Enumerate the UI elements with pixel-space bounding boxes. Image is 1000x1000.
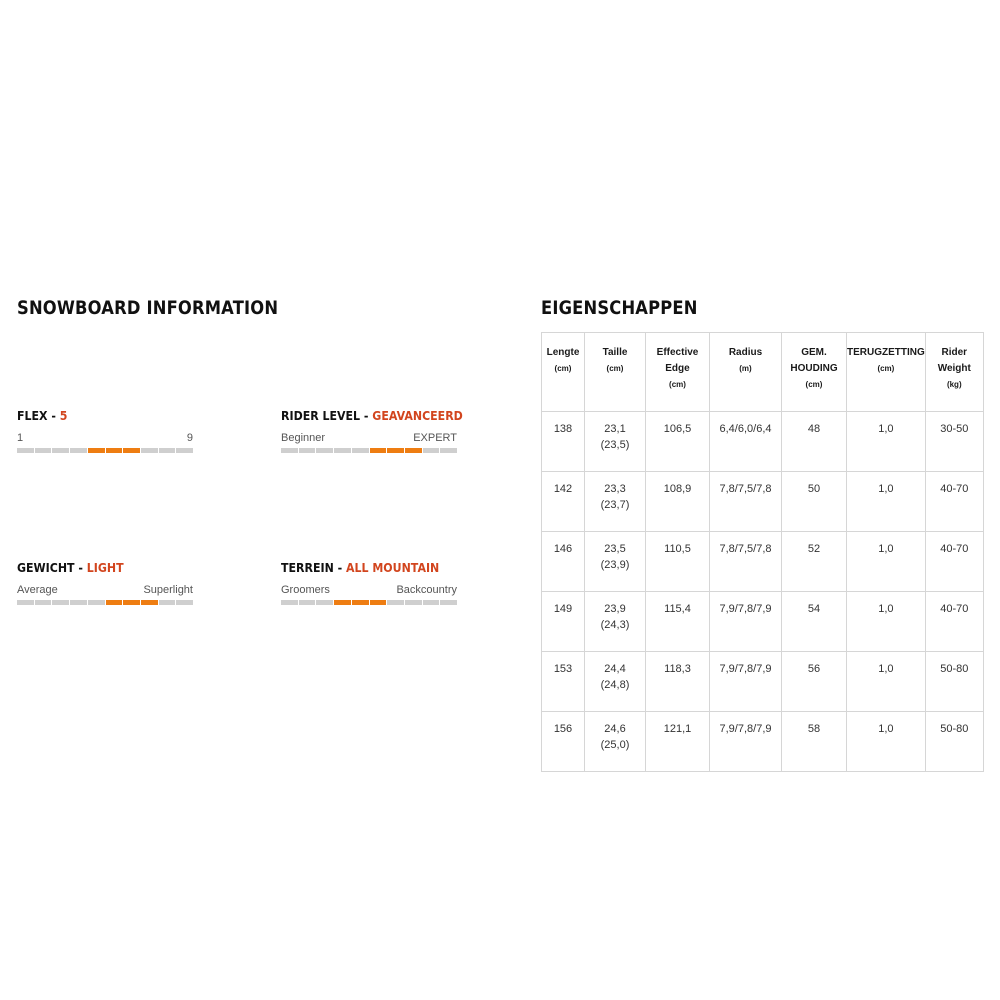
table-row xyxy=(542,712,984,772)
cell-radius: 6,4/6,0/6,4 xyxy=(710,412,782,472)
cell-lengte: 138 xyxy=(542,412,585,472)
header-radius-unit: (m) xyxy=(739,364,752,373)
header-terugzetting xyxy=(847,333,926,412)
header-gem-houding-name: GEM. HOUDING xyxy=(790,347,838,374)
rating-segment-filled xyxy=(370,448,387,453)
table-header-row xyxy=(542,333,984,412)
header-rider-weight xyxy=(925,333,983,412)
header-radius-name: Radius xyxy=(728,347,763,358)
cell-gem-houding: 48 xyxy=(782,412,847,472)
rider-level-label: RIDER LEVEL - xyxy=(281,408,373,423)
terrain-min-label: Groomers xyxy=(281,584,330,596)
rating-segment-empty xyxy=(440,600,457,605)
cell-terugzetting: 1,0 xyxy=(847,592,926,652)
rating-segment-filled xyxy=(405,448,422,453)
rating-segment-empty xyxy=(405,600,422,605)
header-lengte-name: Lengte xyxy=(546,347,580,358)
table-row xyxy=(542,412,984,472)
rider-level-rating-bar xyxy=(281,448,457,453)
cell-gem-houding: 50 xyxy=(782,472,847,532)
rating-segment-filled xyxy=(141,600,158,605)
rating-segment-empty xyxy=(52,600,69,605)
snowboard-information-title: SNOWBOARD INFORMATION xyxy=(17,297,279,319)
weight-label: GEWICHT - xyxy=(17,560,87,575)
cell-taille-value: 23,5 xyxy=(604,543,626,555)
cell-terugzetting: 1,0 xyxy=(847,712,926,772)
rating-segment-empty xyxy=(281,448,298,453)
cell-radius: 7,8/7,5/7,8 xyxy=(710,472,782,532)
rating-segment-empty xyxy=(387,600,404,605)
cell-lengte: 146 xyxy=(542,532,585,592)
terrain-max-label: Backcountry xyxy=(396,584,457,596)
cell-terugzetting: 1,0 xyxy=(847,412,926,472)
cell-taille-value: 23,3 xyxy=(604,483,626,495)
header-effective-edge-name: Effective Edge xyxy=(656,347,699,374)
cell-taille-value: 24,4 xyxy=(604,663,626,675)
cell-terugzetting: 1,0 xyxy=(847,472,926,532)
terrain-rating-title xyxy=(281,560,440,576)
header-radius xyxy=(710,333,782,412)
table-row xyxy=(542,532,984,592)
cell-rider-weight: 40-70 xyxy=(925,592,983,652)
rating-segment-empty xyxy=(176,600,193,605)
rating-segment-empty xyxy=(423,600,440,605)
rating-segment-filled xyxy=(123,600,140,605)
terrain-label: TERREIN - xyxy=(281,560,346,575)
terrain-rating xyxy=(281,560,457,605)
cell-effective-edge: 110,5 xyxy=(646,532,710,592)
rating-segment-empty xyxy=(334,448,351,453)
flex-max-label: 9 xyxy=(186,432,193,444)
weight-rating-bar xyxy=(17,600,193,605)
rating-segment-empty xyxy=(88,600,105,605)
rating-segment-empty xyxy=(141,448,158,453)
cell-effective-edge: 118,3 xyxy=(646,652,710,712)
flex-rating xyxy=(17,408,193,453)
rating-segment-empty xyxy=(70,448,87,453)
cell-radius: 7,8/7,5/7,8 xyxy=(710,532,782,592)
cell-taille xyxy=(585,652,646,712)
cell-lengte: 156 xyxy=(542,712,585,772)
cell-taille xyxy=(585,592,646,652)
header-taille xyxy=(585,333,646,412)
cell-radius: 7,9/7,8/7,9 xyxy=(710,712,782,772)
flex-label: FLEX - xyxy=(17,408,60,423)
rating-segment-empty xyxy=(299,600,316,605)
rating-segment-filled xyxy=(387,448,404,453)
rating-segment-empty xyxy=(316,600,333,605)
cell-taille xyxy=(585,532,646,592)
header-gem-houding-unit: (cm) xyxy=(805,380,823,389)
rider-level-value: GEAVANCEERD xyxy=(372,408,463,423)
rating-segment-empty xyxy=(316,448,333,453)
cell-taille-alt: (24,8) xyxy=(600,679,630,691)
cell-lengte: 153 xyxy=(542,652,585,712)
header-lengte-unit: (cm) xyxy=(554,364,572,373)
cell-taille-alt: (23,7) xyxy=(600,499,630,511)
rating-segment-filled xyxy=(334,600,351,605)
rating-segment-empty xyxy=(17,600,34,605)
cell-taille xyxy=(585,472,646,532)
terrain-rating-bar xyxy=(281,600,457,605)
rating-segment-filled xyxy=(106,448,123,453)
flex-min-label: 1 xyxy=(17,432,24,444)
cell-radius: 7,9/7,8/7,9 xyxy=(710,592,782,652)
rating-segment-empty xyxy=(440,448,457,453)
weight-min-label: Average xyxy=(17,584,58,596)
cell-gem-houding: 54 xyxy=(782,592,847,652)
table-row xyxy=(542,652,984,712)
rating-segment-empty xyxy=(35,600,52,605)
header-terugzetting-unit: (cm) xyxy=(877,364,895,373)
rating-segment-empty xyxy=(17,448,34,453)
rating-segment-empty xyxy=(176,448,193,453)
header-gem-houding xyxy=(782,333,847,412)
specifications-table xyxy=(541,332,984,772)
header-taille-unit: (cm) xyxy=(606,364,624,373)
cell-effective-edge: 106,5 xyxy=(646,412,710,472)
header-terugzetting-name: TERUGZETTING xyxy=(847,347,925,358)
rating-segment-empty xyxy=(299,448,316,453)
cell-effective-edge: 108,9 xyxy=(646,472,710,532)
rating-segment-empty xyxy=(281,600,298,605)
cell-rider-weight: 30-50 xyxy=(925,412,983,472)
cell-gem-houding: 58 xyxy=(782,712,847,772)
header-taille-name: Taille xyxy=(602,347,628,358)
rider-level-rating xyxy=(281,408,463,453)
rider-level-rating-title xyxy=(281,408,463,424)
header-lengte xyxy=(542,333,585,412)
header-effective-edge-unit: (cm) xyxy=(669,380,686,389)
table-row xyxy=(542,592,984,652)
rating-segment-empty xyxy=(70,600,87,605)
rating-segment-filled xyxy=(123,448,140,453)
cell-effective-edge: 115,4 xyxy=(646,592,710,652)
header-rider-weight-unit: (kg) xyxy=(946,380,962,389)
cell-taille-alt: (23,5) xyxy=(600,439,630,451)
rating-segment-filled xyxy=(88,448,105,453)
cell-taille-value: 23,9 xyxy=(604,603,626,615)
cell-taille-alt: (25,0) xyxy=(600,739,630,751)
rating-segment-empty xyxy=(423,448,440,453)
cell-rider-weight: 40-70 xyxy=(925,532,983,592)
eigenschappen-title: EIGENSCHAPPEN xyxy=(541,297,698,319)
cell-rider-weight: 50-80 xyxy=(925,712,983,772)
weight-max-label: Superlight xyxy=(143,584,193,596)
cell-rider-weight: 40-70 xyxy=(925,472,983,532)
header-rider-weight-name: Rider Weight xyxy=(937,347,971,374)
cell-gem-houding: 56 xyxy=(782,652,847,712)
cell-taille xyxy=(585,412,646,472)
rider-level-min-label: Beginner xyxy=(281,432,326,444)
cell-terugzetting: 1,0 xyxy=(847,532,926,592)
rating-segment-empty xyxy=(352,448,369,453)
rating-segment-empty xyxy=(159,600,176,605)
rating-segment-filled xyxy=(352,600,369,605)
flex-value: 5 xyxy=(59,408,68,423)
rating-segment-empty xyxy=(52,448,69,453)
flex-rating-title xyxy=(17,408,172,424)
table-row xyxy=(542,472,984,532)
rating-segment-empty xyxy=(159,448,176,453)
rider-level-max-label: EXPERT xyxy=(413,432,457,444)
cell-lengte: 142 xyxy=(542,472,585,532)
cell-taille xyxy=(585,712,646,772)
rating-segment-empty xyxy=(35,448,52,453)
cell-terugzetting: 1,0 xyxy=(847,652,926,712)
cell-taille-alt: (23,9) xyxy=(600,559,630,571)
weight-value: LIGHT xyxy=(86,560,124,575)
rating-segment-filled xyxy=(370,600,387,605)
flex-rating-bar xyxy=(17,448,193,453)
cell-gem-houding: 52 xyxy=(782,532,847,592)
cell-taille-value: 24,6 xyxy=(604,723,626,735)
header-effective-edge xyxy=(646,333,710,412)
terrain-value: ALL MOUNTAIN xyxy=(345,560,440,575)
cell-radius: 7,9/7,8/7,9 xyxy=(710,652,782,712)
cell-effective-edge: 121,1 xyxy=(646,712,710,772)
cell-rider-weight: 50-80 xyxy=(925,652,983,712)
cell-lengte: 149 xyxy=(542,592,585,652)
rating-segment-filled xyxy=(106,600,123,605)
weight-rating xyxy=(17,560,193,605)
cell-taille-value: 23,1 xyxy=(604,423,626,435)
cell-taille-alt: (24,3) xyxy=(600,619,630,631)
weight-rating-title xyxy=(17,560,172,576)
